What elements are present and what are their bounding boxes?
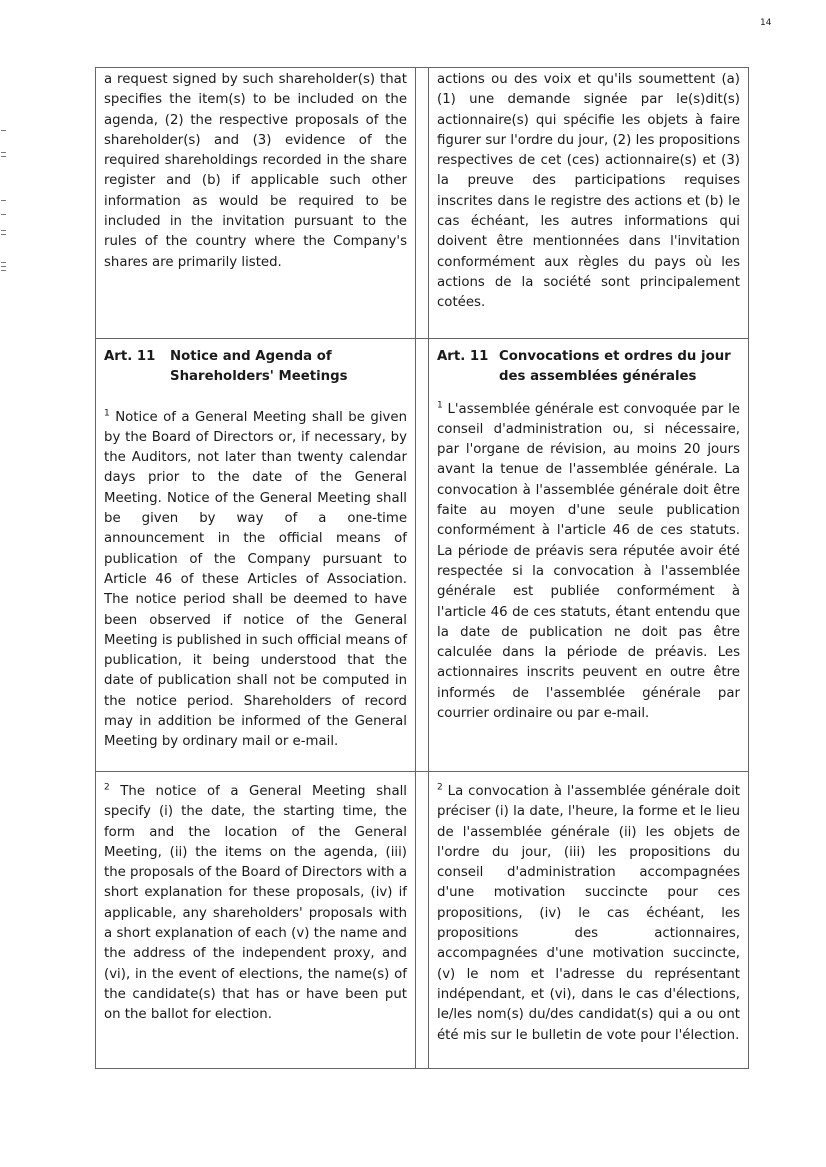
paragraph-marker: 2	[104, 782, 110, 793]
paragraph-text: Notice of a General Meeting shall be given by the Board of Directors or, if necessary, by the Auditors, not later than twenty calendar days prior to the date of the General Meeting. Notice of the General Meeting shall be given by way of a one-time announcement in the official means of publication of the Company pursuant to Article 46 of these Articles of Association. The notice period shall be deemed to have been observed if notice of the General Meeting is published in such official means of publication, it being understood that the date of publication shall not be computed in the notice period. Shareholders of record may in addition be informed of the General Meeting by ordinary mail or e-mail.	[104, 409, 407, 750]
paragraph-1-english	[104, 408, 407, 753]
scan-margin-marks	[0, 130, 8, 300]
table-row	[95, 67, 749, 338]
paragraph-text: The notice of a General Meeting shall specify (i) the date, the starting time, the form and the location of the General Meeting, (ii) the items on the agenda, (iii) the proposals of the Board of Directors with a short explanation for these proposals, (iv) if applicable, any shareholders' proposals with a short explanation of each (v) the name and the address of the independent proxy, and (vi), in the event of elections, the name(s) of the candidate(s) that has or have been put on the ballot for election.	[104, 784, 407, 1023]
article-heading-french	[437, 347, 740, 388]
paragraph-text: La convocation à l'assemblée générale doit préciser (i) la date, l'heure, la forme et le lieu de l'assemblée générale (ii) les objets de l'ordre du jour, (iii) les propositions du conseil d'administration accompagnées d'une motivation succincte pour ces propositions, (iv) le cas échéant, les propositions des actionnaires, accompagnées d'une motivation succincte, (v) le nom et l'adresse du représentant indépendant, et (vi), dans le cas d'élections, le/les nom(s) du/des candidat(s) qui a ou ont été mis sur le bulletin de vote pour l'élection.	[437, 784, 740, 1043]
article-number: Art. 11	[104, 349, 156, 364]
french-column-cell	[428, 68, 749, 338]
french-column-cell	[428, 772, 749, 1068]
paragraph-marker: 1	[437, 400, 443, 411]
article-title: Notice and Agenda of Shareholders' Meetings	[170, 349, 348, 385]
paragraph-marker: 1	[104, 408, 110, 419]
paragraph-2-english	[104, 782, 407, 1026]
english-column-cell	[95, 68, 416, 338]
bilingual-articles-table	[95, 67, 749, 1069]
english-text: a request signed by such shareholder(s) that specifies the item(s) to be included on the agenda, (2) the respective proposals of the shareholder(s) and (3) evidence of the required shareholdings recorded in the share register and (b) if applicable such other information as would be required to be included in the invitation pursuant to the rules of the country where the Company's shares are primarily listed.	[104, 72, 407, 270]
page-number: 14	[760, 18, 772, 28]
paragraph-2-french	[437, 782, 740, 1046]
article-title: Convocations et ordres du jour des assemblées générales	[499, 349, 731, 385]
french-column-cell	[428, 339, 749, 771]
table-row	[95, 771, 749, 1069]
article-heading-english	[104, 347, 407, 388]
paragraph-marker: 2	[437, 782, 443, 793]
paragraph-1-french	[437, 400, 740, 725]
english-column-cell	[95, 339, 416, 771]
french-text: actions ou des voix et qu'ils soumettent (a) (1) une demande signée par le(s)dit(s) actionnaire(s) qui spécifie les objets à faire figurer sur l'ordre du jour, (2) les propositions respectives de cet (ces) actionnaire(s) et (3) la preuve des participations requises inscrites dans le registre des actions et (b) le cas échéant, les autres informations qui doivent être mentionnées dans l'invitation conformément aux règles du pays où les actions de la société sont principalement cotées.	[437, 72, 740, 311]
article-number: Art. 11	[437, 349, 489, 364]
table-row	[95, 338, 749, 771]
english-column-cell	[95, 772, 416, 1068]
paragraph-text: L'assemblée générale est convoquée par le conseil d'administration ou, si nécessaire, par l'organe de révision, au moins 20 jours avant la tenue de l'assemblée générale. La convocation à l'assemblée générale doit être faite au moyen d'une seule publication conformément à l'article 46 de ces statuts. La période de préavis sera réputée avoir été respectée si la convocation à l'assemblée générale est publiée conformément à l'article 46 de ces statuts, étant entendu que la date de publication ne doit pas être calculée dans la période de préavis. Les actionnaires inscrits peuvent en outre être informés de l'assemblée générale par courrier ordinaire ou par e-mail.	[437, 401, 740, 722]
